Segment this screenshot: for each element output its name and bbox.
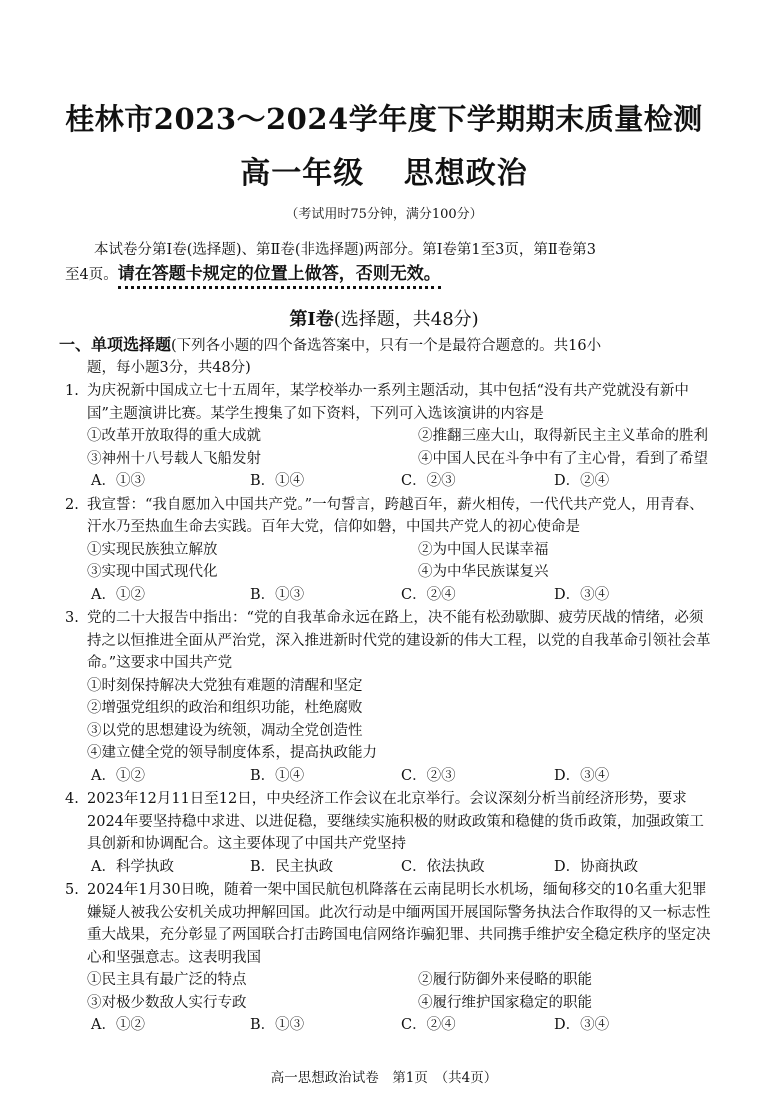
- exam-title: 桂林市2023～2024学年度下学期期末质量检测: [65, 102, 703, 136]
- question-text: 我宣誓：“我自愿加入中国共产党。”一句誓言，跨越百年，薪火相传，一代代共产党人，用青春、汗水乃至热血生命去实践。百年大党，信仰如磐，中国共产党人的初心使命是: [87, 496, 704, 535]
- statement-option: ②推翻三座大山，取得新民主主义革命的胜利: [418, 428, 708, 444]
- statement-option: ①时刻保持解决大党独有难题的清醒和坚定: [87, 677, 363, 694]
- answer-choice-d: D．协商执政: [554, 858, 639, 875]
- exam-info: （考试用时75分钟，满分100分）: [285, 207, 483, 222]
- statement-options: [65, 969, 715, 1014]
- statement-option: ③神州十八号载人飞船发射: [87, 450, 261, 467]
- answer-choice-c: C．②③: [401, 473, 456, 489]
- question-4: [65, 788, 715, 878]
- volume-title: 第Ⅰ卷: [289, 309, 334, 330]
- question-stem: [65, 879, 715, 969]
- statement-option: ④为中华民族谋复兴: [418, 564, 549, 580]
- question-list: [65, 380, 715, 1037]
- question-text: 2023年12月11日至12日，中央经济工作会议在北京举行。会议深刻分析当前经济形势，要求2024年要坚持稳中求进、以进促稳，要继续实施积极的财政政策和稳健的货币政策，加强政策工具创新和协调配合。这主要体现了中国共产党坚持: [87, 791, 704, 852]
- answer-choice-d: D．②④: [554, 473, 610, 489]
- statement-option: ②为中国人民谋幸福: [418, 541, 549, 558]
- answer-choice-c: C．依法执政: [401, 858, 485, 875]
- answer-choice-b: B．①③: [250, 586, 305, 603]
- answer-choice-b: B．①④: [250, 473, 305, 489]
- statement-option: ③以党的思想建设为统领，凋动全党创造性: [87, 722, 363, 739]
- answer-choice-a: A．①②: [91, 767, 145, 784]
- intro-emphasis: 请在答题卡规定的位置上做答，否则无效。: [118, 263, 441, 289]
- intro-paragraph: [65, 238, 715, 289]
- statement-options: [65, 539, 715, 584]
- answer-choice-b: B．①④: [250, 767, 305, 784]
- page-footer: 高一思想政治试卷 第1页 （共4页）: [270, 1070, 498, 1086]
- answer-choices: [65, 856, 715, 879]
- section-desc-1: (下列各小题的四个备选答案中，只有一个是最符合题意的。共16小: [171, 338, 602, 354]
- section-title: 一、单项选择题: [59, 335, 172, 354]
- statement-option: ①实现民族独立解放: [87, 541, 218, 558]
- statement-option: ④建立健全党的领导制度体系，提高执政能力: [87, 745, 377, 761]
- section-desc-2: 题，每小题3分，共48分): [87, 360, 251, 376]
- answer-choices: [65, 470, 715, 493]
- question-2: [65, 494, 715, 607]
- answer-choice-d: D．③④: [554, 1017, 610, 1033]
- question-number: 2.: [65, 496, 79, 513]
- statement-option: ③实现中国式现代化: [87, 564, 218, 580]
- subject-label: 思想政治: [403, 156, 528, 191]
- question-5: [65, 879, 715, 1037]
- answer-choice-a: A．①②: [91, 586, 145, 603]
- question-stem: [65, 788, 715, 856]
- answer-choice-b: B．民主执政: [250, 858, 334, 875]
- answer-choice-d: D．③④: [554, 586, 610, 603]
- answer-choice-c: C．②④: [401, 586, 456, 603]
- volume-subtitle: (选择题，共48分): [333, 309, 479, 330]
- volume-heading: [0, 305, 768, 331]
- grade-label: 高一年级: [240, 156, 365, 191]
- answer-choices: [65, 765, 715, 788]
- grade-subject: [0, 148, 768, 192]
- answer-choice-b: B．①③: [250, 1017, 305, 1033]
- question-text: 2024年1月30日晚，随着一架中国民航包机降落在云南昆明长水机场，缅甸移交的10名重大犯罪嫌疑人被我公安机关成功押解回国。此次行动是中缅两国开展国际警务执法合作取得的又一标志性重大战果，充分彰显了两国联合打击跨国电信网络诈骗犯罪、共同携手维护安全稳定秩序的坚定决心和坚强意志。这表明我国: [87, 882, 711, 966]
- question-stem: [65, 380, 715, 425]
- answer-choice-d: D．③④: [554, 767, 610, 784]
- statement-options: [65, 425, 715, 470]
- statement-option: ①民主具有最广泛的特点: [87, 972, 247, 988]
- answer-choice-c: C．②③: [401, 767, 456, 784]
- statement-option: ④履行维护国家稳定的职能: [418, 994, 592, 1011]
- question-3: [65, 607, 715, 787]
- answer-choice-a: A．①②: [91, 1017, 145, 1033]
- statement-options: [65, 675, 715, 765]
- intro-line-1: 本试卷分第Ⅰ卷(选择题)、第Ⅱ卷(非选择题)两部分。第Ⅰ卷第1至3页，第Ⅱ卷第3: [94, 242, 596, 258]
- answer-choices: [65, 584, 715, 607]
- question-1: [65, 380, 715, 493]
- answer-choice-a: A．科学执政: [91, 858, 174, 875]
- question-number: 3.: [65, 610, 79, 626]
- answer-choice-a: A．①③: [91, 473, 145, 489]
- answer-choices: [65, 1014, 715, 1037]
- section-heading: [59, 334, 715, 379]
- question-number: 1.: [65, 383, 79, 399]
- question-stem: [65, 494, 715, 539]
- intro-line-2-start: 至4页。: [65, 267, 118, 283]
- statement-option: ②履行防御外来侵略的职能: [418, 972, 592, 988]
- answer-choice-c: C．②④: [401, 1017, 456, 1033]
- statement-option: ①改革开放取得的重大成就: [87, 428, 261, 444]
- statement-option: ②增强党组织的政治和组织功能，杜绝腐败: [87, 700, 363, 716]
- question-text: 党的二十大报告中指出：“党的自我革命永远在路上，决不能有松劲歇脚、疲劳厌战的情绪，必须持之以恒推进全面从严治党，深入推进新时代党的建设新的伟大工程，以党的自我革命引领社会革命。”这要求中国共产党: [87, 610, 711, 671]
- question-number: 5.: [65, 882, 79, 898]
- question-number: 4.: [65, 791, 79, 807]
- questions-area: [59, 334, 715, 1037]
- statement-option: ④中国人民在斗争中有了主心骨，看到了希望: [418, 450, 708, 467]
- question-text: 为庆祝新中国成立七十五周年，某学校举办一系列主题活动，其中包括“没有共产党就没有新中国”主题演讲比赛。某学生搜集了如下资料，下列可入选该演讲的内容是: [87, 383, 689, 422]
- statement-option: ③对极少数敌人实行专政: [87, 994, 247, 1011]
- question-stem: [65, 607, 715, 675]
